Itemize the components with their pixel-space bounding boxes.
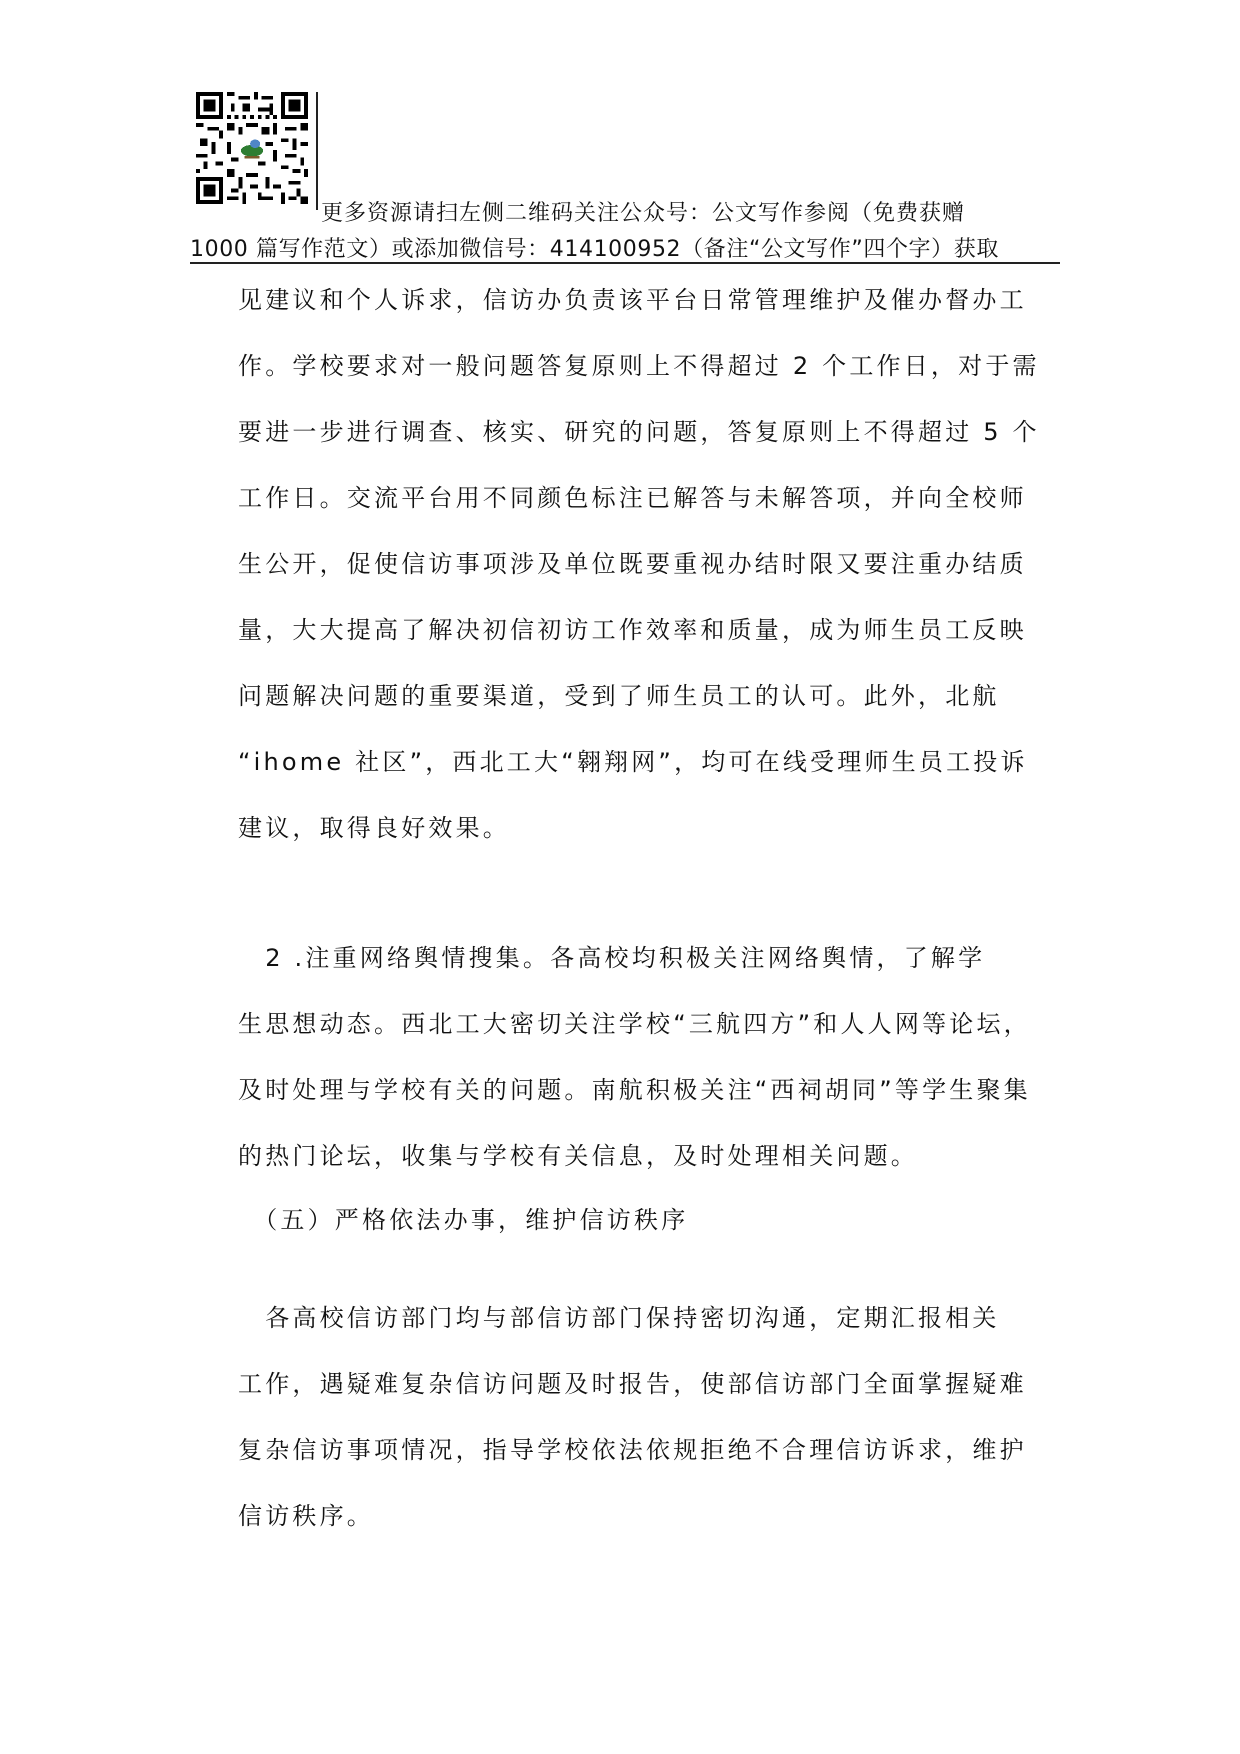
heading-text: （五）严格依法办事，维护信访秩序 (238, 1206, 689, 1234)
text-line: 见建议和个人诉求，信访办负责该平台日常管理维护及催办督办工 (238, 286, 1027, 314)
qr-code-icon[interactable] (196, 92, 308, 204)
text-line: 问题解决问题的重要渠道，受到了师生员工的认可。此外，北航 (238, 682, 1000, 710)
text-line: 作。学校要求对一般问题答复原则上不得超过 2 个工作日，对于需 (238, 352, 1040, 380)
paragraph-platform (238, 267, 1040, 861)
text-line: 的热门论坛，收集与学校有关信息，及时处理相关问题。 (238, 1142, 918, 1170)
text-line: 及时处理与学校有关的问题。南航积极关注“西祠胡同”等学生聚集 (238, 1076, 1031, 1104)
text-line: 量，大大提高了解决初信初访工作效率和质量，成为师生员工反映 (238, 616, 1027, 644)
text-line: 各高校信访部门均与部信访部门保持密切沟通，定期汇报相关 (238, 1304, 1000, 1332)
text-line: 2 .注重网络舆情搜集。各高校均积极关注网络舆情，了解学 (238, 944, 986, 972)
header-promo-line-2: 1000 篇写作范文）或添加微信号：414100952（备注“公文写作”四个字）获取 (190, 237, 999, 262)
text-line: 要进一步进行调查、核实、研究的问题，答复原则上不得超过 5 个 (238, 418, 1040, 446)
header-rule (190, 262, 1060, 264)
text-line: 信访秩序。 (238, 1502, 374, 1530)
text-line: 建议，取得良好效果。 (238, 814, 510, 842)
text-line: 复杂信访事项情况，指导学校依法依规拒绝不合理信访诉求，维护 (238, 1436, 1027, 1464)
paragraph-online-opinion (238, 925, 1031, 1189)
text-line: 工作日。交流平台用不同颜色标注已解答与未解答项，并向全校师 (238, 484, 1027, 512)
text-line: 工作，遇疑难复杂信访问题及时报告，使部信访部门全面掌握疑难 (238, 1370, 1027, 1398)
text-line: “ihome 社区”，西北工大“翱翔网”，均可在线受理师生员工投诉 (238, 748, 1028, 776)
paragraph-legal-order (238, 1285, 1027, 1549)
section-heading-5 (238, 1187, 1018, 1253)
text-line: 生公开，促使信访事项涉及单位既要重视办结时限又要注重办结质 (238, 550, 1027, 578)
header-divider (316, 92, 318, 210)
text-line: 生思想动态。西北工大密切关注学校“三航四方”和人人网等论坛， (238, 1010, 1031, 1038)
header-promo-line-1: 更多资源请扫左侧二维码关注公众号：公文写作参阅（免费获赠 (321, 201, 966, 226)
page-header (190, 92, 1060, 262)
